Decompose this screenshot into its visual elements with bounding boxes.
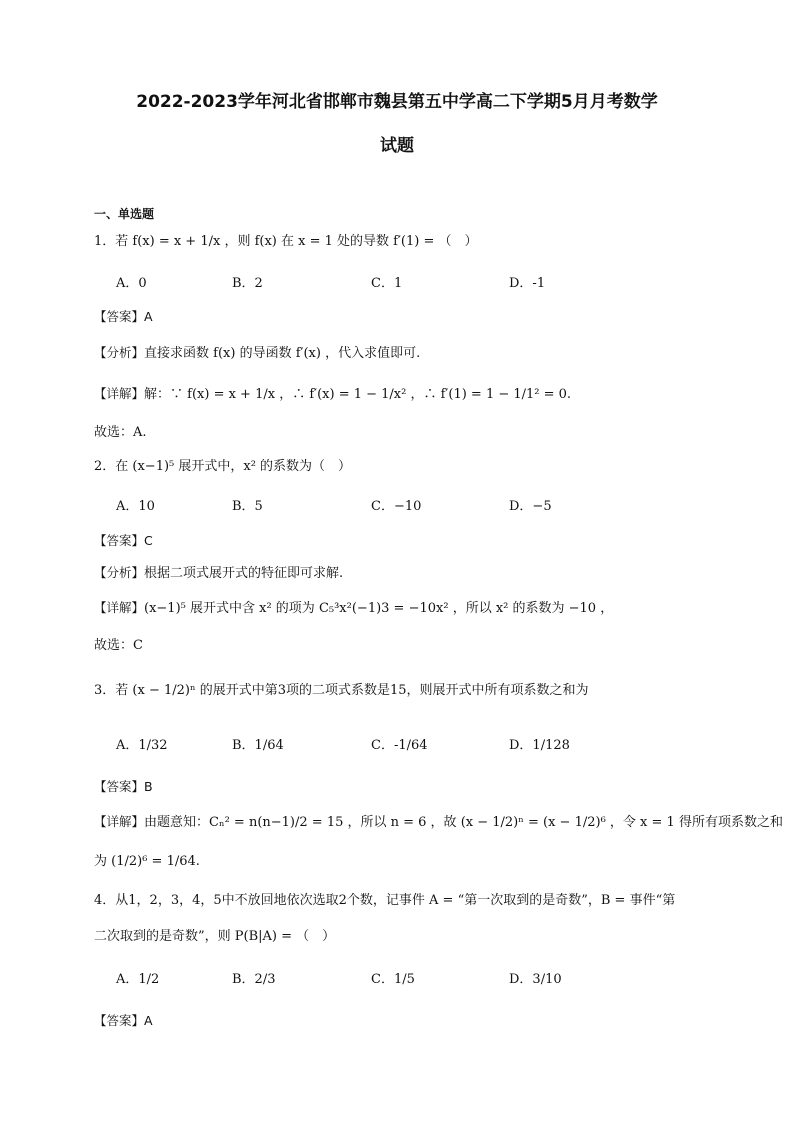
question-3-options [116,736,716,770]
option-c: C．−10 [371,499,422,514]
analysis-line [94,563,343,584]
option-b: B．2/3 [232,972,276,987]
answer-label: 【答案】B [94,779,153,794]
option-a: A．10 [116,499,155,514]
option-b: B．2 [232,276,263,291]
answer-label: 【答案】A [94,1013,153,1028]
option-c: C．1 [371,276,403,291]
question-2-stem: 2．在 (x−1)⁵ 展开式中，x² 的系数为（ ） [94,459,352,474]
analysis-tag: 【分析】 [94,565,145,580]
detail-text: (x−1)⁵ 展开式中含 x² 的项为 C₅³x²(−1)3 = −10x² ，所以 x² 的系数为 −10 ， [144,601,614,616]
detail-line-2: 为 (1/2)⁶ = 1/64. [94,854,200,869]
option-c: C．1/5 [371,972,415,987]
option-c: C．-1/64 [371,738,428,753]
option-d: D．-1 [509,276,546,291]
detail-text: 由题意知：Cₙ² = n(n−1)/2 = 15 ，所以 n = 6 ，故 (x − 1/2)ⁿ = (x − 1/2)⁶ ，令 x = 1 得所有项系数之和 [144,815,783,830]
analysis-text: 根据二项式展开式的特征即可求解. [144,566,344,581]
detail-tag: 【详解】 [94,386,145,401]
analysis-text: 直接求函数 f(x) 的导函数 f′(x) ，代入求值即可. [144,346,421,361]
option-d: D．3/10 [509,972,562,987]
question-4-options [116,970,716,1004]
detail-tag: 【详解】 [94,600,145,615]
section-heading: 一、单选题 [94,207,155,221]
title-line-2: 试题 [380,136,414,156]
analysis-line [94,343,420,364]
question-4-stem-line-1: 4．从1，2，3，4，5中不放回地依次选取2个数，记事件 A = “第一次取到的是奇数”，B = 事件“第 [94,893,676,908]
option-d: D．1/128 [509,738,570,753]
conclusion: 故选：A. [94,425,147,440]
question-1-stem: 1．若 f(x) = x + 1/x ，则 f(x) 在 x = 1 处的导数 f′(1) = （ ） [94,234,478,249]
detail-tag: 【详解】 [94,814,145,829]
option-a: A．1/2 [116,972,160,987]
conclusion: 故选：C [94,638,143,653]
option-a: A．0 [116,276,147,291]
option-b: B．5 [232,499,263,514]
option-b: B．1/64 [232,738,284,753]
analysis-tag: 【分析】 [94,345,145,360]
detail-line [94,812,783,833]
detail-line [94,598,613,619]
title-line-1: 2022-2023学年河北省邯郸市魏县第五中学高二下学期5月月考数学 [136,92,658,112]
question-4-stem-line-2: 二次取到的是奇数”，则 P(B|A) = （ ） [94,929,336,944]
detail-line [94,384,571,405]
option-a: A．1/32 [116,738,168,753]
option-d: D．−5 [509,499,552,514]
detail-text: 解：∵ f(x) = x + 1/x ，∴ f′(x) = 1 − 1/x² ，∴ f′(1) = 1 − 1/1² = 0. [144,387,572,402]
answer-label: 【答案】A [94,309,153,324]
answer-label: 【答案】C [94,533,153,548]
question-2-options [116,497,716,531]
question-3-stem: 3．若 (x − 1/2)ⁿ 的展开式中第3项的二项式系数是15，则展开式中所有项系数之和为 [94,683,589,698]
question-1-options [116,274,716,308]
